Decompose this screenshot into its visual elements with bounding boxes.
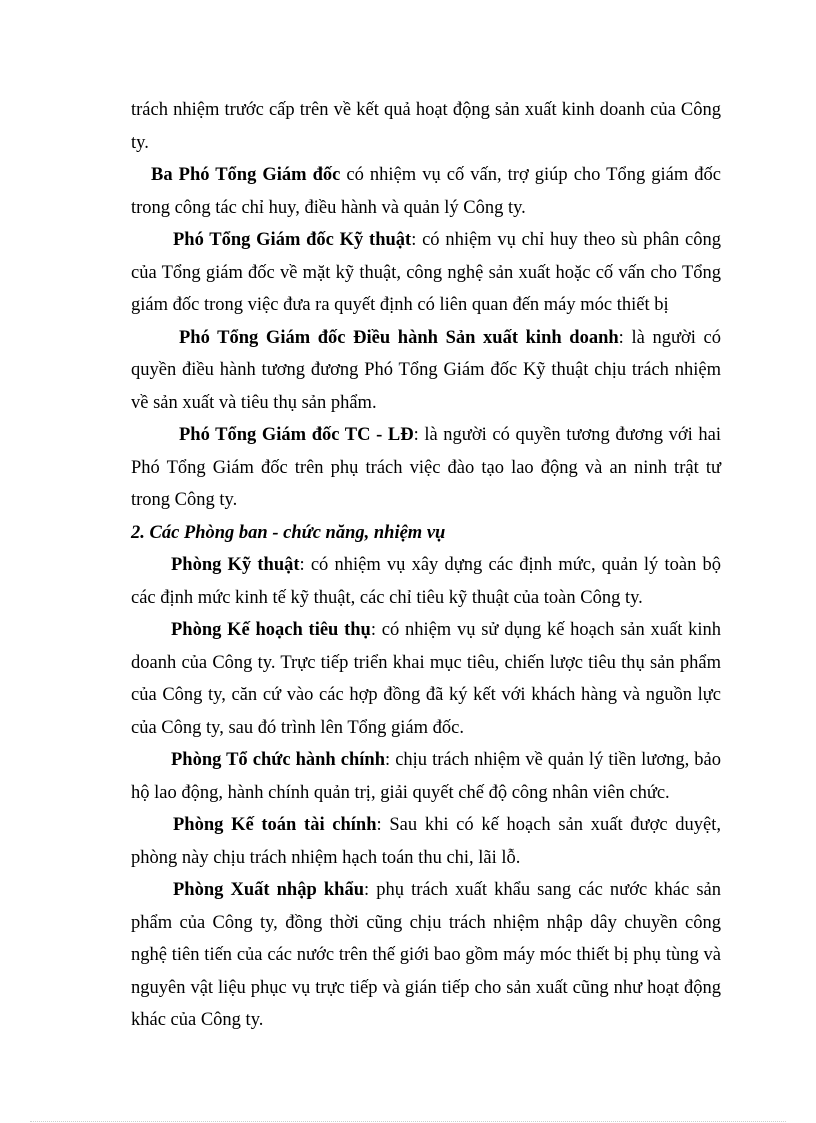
paragraph-text: : có nhiệm vụ chỉ huy theo sù phân công của Tổng giám đốc về mặt kỹ thuật, công nghệ sản xuất hoặc cố vấn cho Tổng giám đốc trong việc đưa ra quyết định có liên quan đến máy móc thiết bị xyxy=(131,230,721,315)
page-bottom-divider xyxy=(30,1121,786,1122)
paragraph-text: : là người có quyền tương đương với hai Phó Tổng Giám đốc trên phụ trách việc đào tạo lao động và an ninh trật tư trong Công ty. xyxy=(131,425,721,510)
paragraph-dept-planning xyxy=(131,614,721,744)
paragraph-dept-import-export xyxy=(131,874,721,1037)
paragraph-text: có nhiệm vụ cố vấn, trợ giúp cho Tổng giám đốc trong công tác chỉ huy, điều hành và quản lý Công ty. xyxy=(131,165,721,218)
paragraph-deputy-operations xyxy=(131,322,721,420)
paragraph-deputy-organization xyxy=(131,419,721,517)
paragraph-bold-term: Phòng Kế toán tài chính xyxy=(173,815,377,835)
paragraph-text: : có nhiệm vụ xây dựng các định mức, quản lý toàn bộ các định mức kinh tế kỹ thuật, các chỉ tiêu kỹ thuật của toàn Công ty. xyxy=(131,555,721,608)
paragraph-dept-technical xyxy=(131,549,721,614)
paragraph-bold-term: Phó Tổng Giám đốc TC - LĐ xyxy=(179,425,414,445)
paragraph-intro-continuation xyxy=(131,94,721,159)
paragraph-deputy-technical xyxy=(131,224,721,322)
paragraph-bold-term: Phòng Tổ chức hành chính xyxy=(171,750,385,770)
paragraph-dept-finance xyxy=(131,809,721,874)
paragraph-text: : có nhiệm vụ sử dụng kế hoạch sản xuất kinh doanh của Công ty. Trực tiếp triển khai mục tiêu, chiến lược tiêu thụ sản phẩm của Công ty, căn cứ vào các hợp đồng đã ký kết với khách hàng và nguồn lực của Công ty, sau đó trình lên Tổng giám đốc. xyxy=(131,620,722,738)
paragraph-bold-term: Phòng Kế hoạch tiêu thụ xyxy=(171,620,371,640)
paragraph-bold-term: Phòng Kỹ thuật xyxy=(171,555,300,575)
paragraph-dept-administration xyxy=(131,744,721,809)
section-heading: 2. Các Phòng ban - chức năng, nhiệm vụ xyxy=(131,522,446,543)
paragraph-text: : phụ trách xuất khẩu sang các nước khác sản phẩm của Công ty, đồng thời cũng chịu trách nhiệm nhập dây chuyền công nghệ tiên tiến của các nước trên thế giới bao gồm máy móc thiết bị phụ tùng và nguyên vật liệu phục vụ trực tiếp và gián tiếp cho sản xuất cũng như hoạt động khác của Công ty. xyxy=(131,880,721,1030)
paragraph-text: : Sau khi có kế hoạch sản xuất được duyệt, phòng này chịu trách nhiệm hạch toán thu chi, lãi lỗ. xyxy=(131,815,721,868)
paragraph-deputy-directors xyxy=(131,159,721,224)
paragraph-text: : là người có quyền điều hành tương đương Phó Tổng Giám đốc Kỹ thuật chịu trách nhiệm về sản xuất và tiêu thụ sản phẩm. xyxy=(131,327,721,413)
paragraph-bold-term: Phòng Xuất nhập khẩu xyxy=(173,880,364,900)
paragraph-text: trách nhiệm trước cấp trên về kết quả hoạt động sản xuất kinh doanh của Công ty. xyxy=(131,100,721,153)
paragraph-bold-term: Phó Tổng Giám đốc Kỹ thuật xyxy=(173,230,412,250)
document-body xyxy=(131,94,721,1037)
paragraph-bold-term: Phó Tổng Giám đốc Điều hành Sản xuất kinh doanh xyxy=(179,327,619,348)
paragraph-bold-term: Ba Phó Tổng Giám đốc xyxy=(151,165,341,185)
paragraph-text: : chịu trách nhiệm về quản lý tiền lương, bảo hộ lao động, hành chính quản trị, giải quyết chế độ công nhân viên chức. xyxy=(131,750,722,803)
